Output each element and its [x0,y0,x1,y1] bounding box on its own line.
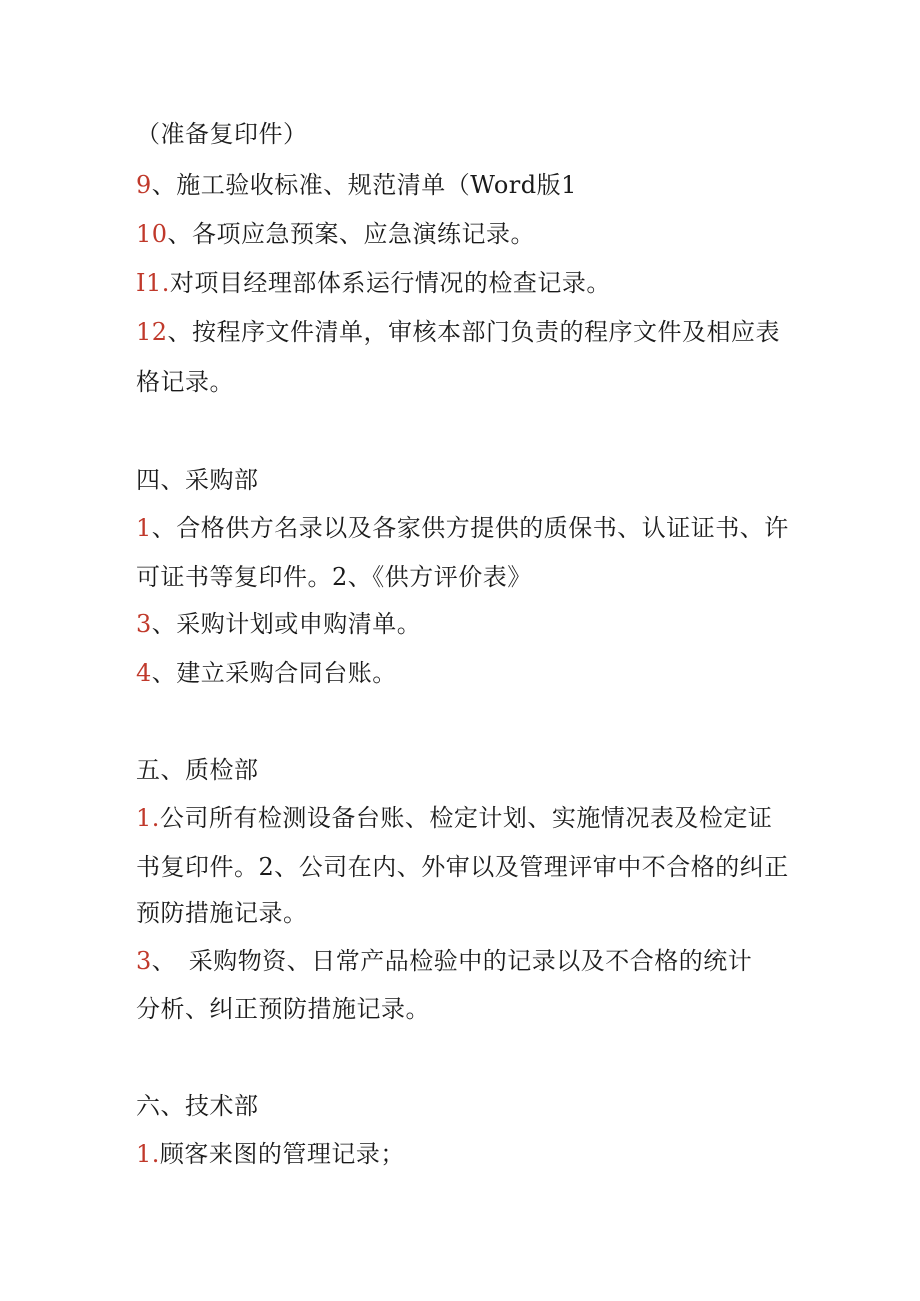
line-text: 格记录。 [136,368,234,396]
section-heading [136,464,259,496]
line-text: 、 采购物资、日常产品检验中的记录以及不合格的统计 [151,947,753,975]
line-text: 书复印件。2、公司在内、外审以及管理评审中不合格的纠正 [136,853,789,881]
line-text: 顾客来图的管理记录； [159,1140,405,1168]
text-line [136,267,611,299]
line-text: 、采购计划或申购清单。 [151,610,422,638]
line-number: 1. [136,804,160,832]
line-text: 对项目经理部体系运行情况的检查记录。 [169,269,611,297]
text-line [136,169,577,201]
text-line [136,993,430,1025]
line-text: 可证书等复印件。2、《供方评价表》 [136,563,532,591]
line-number: 3 [136,610,152,638]
text-line [136,512,789,544]
text-line [136,608,421,640]
line-number: 4 [136,659,152,687]
line-text: 、各项应急预案、应急演练记录。 [167,220,536,248]
line-text: 分析、纠正预防措施记录。 [136,995,430,1023]
line-text: 、建立采购合同台账。 [151,659,397,687]
line-number: 10 [136,220,168,248]
line-text: 、按程序文件清单，审核本部门负责的程序文件及相应表 [167,318,781,346]
text-line [136,118,308,150]
text-line [136,316,780,348]
line-text: 、合格供方名录以及各家供方提供的质保书、认证证书、许 [151,514,789,542]
line-text: 预防措施记录。 [136,899,308,927]
text-line [136,1138,405,1170]
text-line [136,897,308,929]
text-line [136,657,397,689]
section-heading [136,754,259,786]
line-number: 3 [136,947,152,975]
line-text: 六、技术部 [136,1092,259,1120]
line-text: 公司所有检测设备台账、检定计划、实施情况表及检定证 [159,804,773,832]
line-number: I1. [136,269,170,297]
line-number: 1 [136,514,152,542]
line-number: 1. [136,1140,160,1168]
text-line [136,945,752,977]
line-text: 、施工验收标准、规范清单（Word版1 [151,171,577,199]
line-number: 12 [136,318,168,346]
line-text: （准备复印件） [136,120,308,148]
line-number: 9 [136,171,152,199]
text-line [136,561,532,593]
text-line [136,802,772,834]
line-text: 五、质检部 [136,756,259,784]
section-heading [136,1090,259,1122]
text-line [136,218,535,250]
text-line [136,851,789,883]
text-line [136,366,234,398]
line-text: 四、采购部 [136,466,259,494]
